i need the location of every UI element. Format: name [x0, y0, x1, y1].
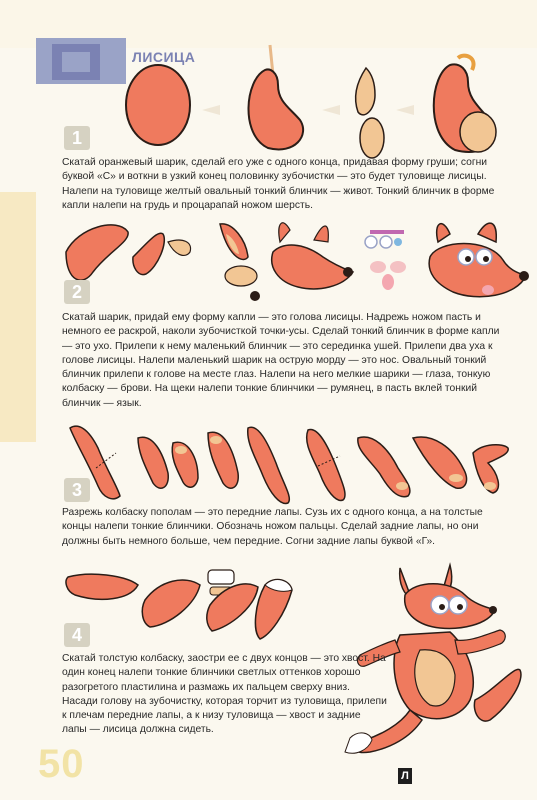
- step-number-2: 2: [64, 280, 90, 304]
- step-4-text: Скатай толстую колбаску, заостри ее с двух концов — это хвост. На один конец налепи тонкие блинчики светлых оттенков хорошо разогретого пластилина и размажь их пальцем сверху вниз. Насади голову на зубочистку, которая торчит из туловища, прилепи к плечам передние лапы, а к низу туловища — хвост и задние лапы — лисица должна сидеть.: [62, 653, 387, 736]
- step-2-text: Скатай шарик, придай ему форму капли — это голова лисицы. Надрежь ножом пасть и немного ее раскрой, наколи зубочисткой точки-усы. Сделай тонкий блинчик в форме капли — это ухо. Прилепи к нему маленький блинчик — это серединка ушей. Прилепи два уха к голове лисицы. Налепи маленький шарик на острую морду — это нос. Овальный тонкий блинчик прилепи к голове на месте глаз. Налепи на него мелкие шарики — глаза, тонкую колбаску — брови. На щеки налепи тонкие блинчики — румянец, в пасть вклей тонкий блинчик — язык.: [62, 312, 500, 409]
- step-3-text: Разрежь колбаску пополам — это передние лапы. Сузь их с одного конца, а на толстые концы налепи тонкие блинчики. Обозначь ножом пальцы. Сделай задние лапы, но они должны быть немного больше, чем передние. Согни задние лапы буквой «Г».: [62, 507, 483, 547]
- step-1-text: Скатай оранжевый шарик, сделай его уже с одного конца, придавая форму груши; согни буквой «С» и воткни в узкий конец половинку зубочистки — это будет туловище лисицы. Налепи на туловище желтый овальный тонкий блинчик — живот. Тонкий блинчик в форме капли налепи на грудь и процарапай ножом шерсть.: [62, 157, 495, 211]
- page-title: ЛИСИЦА: [132, 49, 196, 65]
- step3-illustrations: [58, 418, 528, 508]
- step2-illustrations: [58, 212, 528, 312]
- step-number-3: 3: [64, 478, 90, 502]
- page-number: 50: [38, 742, 85, 786]
- left-decor-strip: [0, 192, 36, 442]
- step-number-1: 1: [64, 126, 90, 150]
- step-number-4: 4: [64, 623, 90, 647]
- step1-illustrations: [100, 40, 520, 160]
- corner-badge: Л: [398, 768, 412, 784]
- step4-illustrations: [60, 565, 310, 645]
